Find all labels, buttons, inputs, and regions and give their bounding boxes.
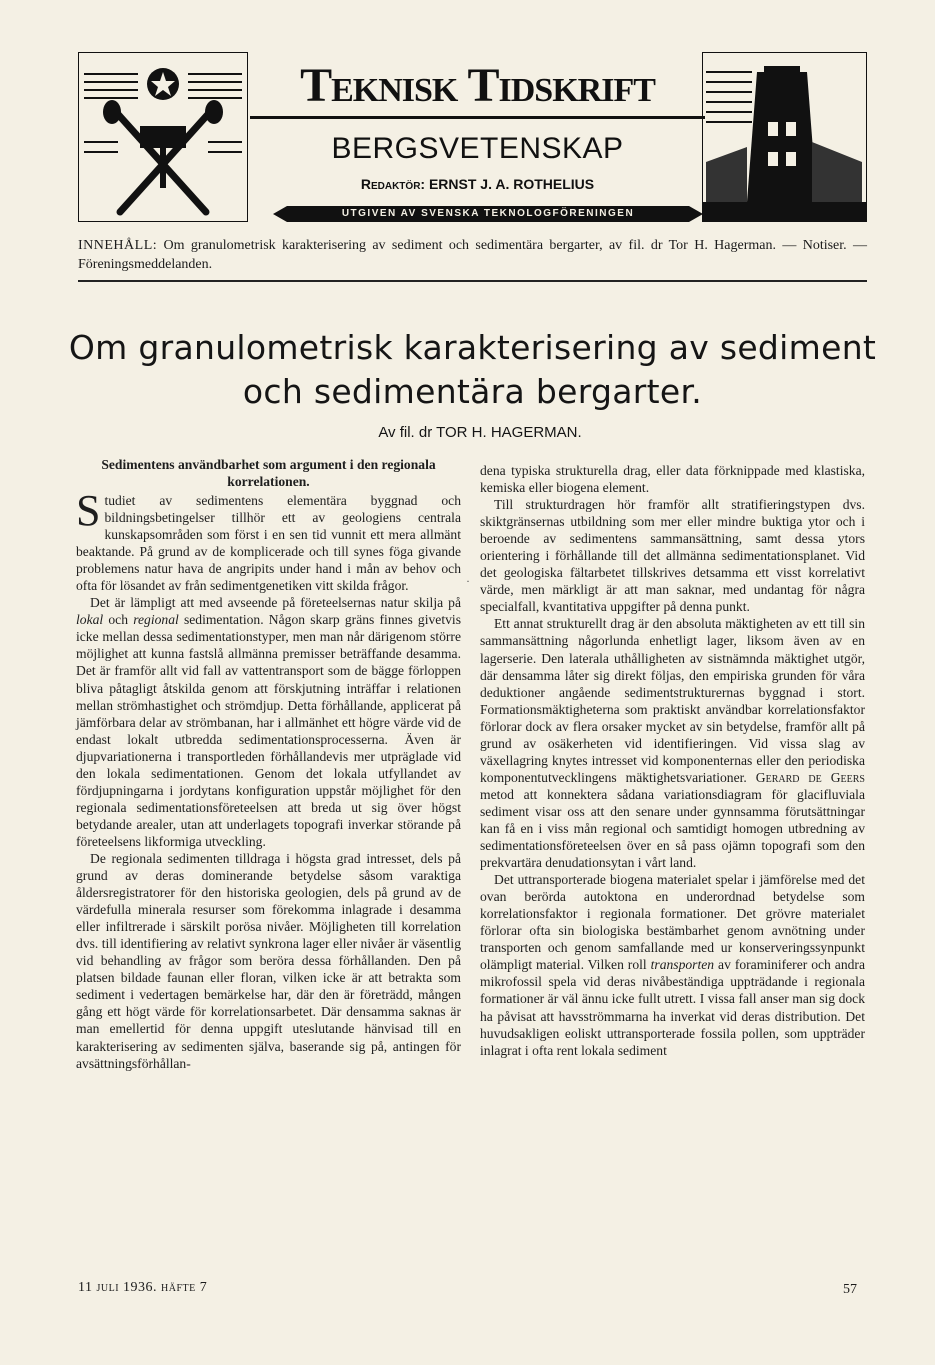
emphasis: transporten	[650, 957, 715, 973]
contents-text: Om granulometrisk karakterisering av sediment och sedimentära bergarter, av fil. dr Tor H. Hagerman. — Notiser. — Föreningsmeddelanden.	[78, 238, 868, 272]
paragraph-text: av foraminiferer och andra mikrofossil spela vid deras nivåbeständiga uppträdande i regionala formationer är väl ännu icke fullt utrett. I vissa fall anser man sig dock ha påvisat att havsströmmarna ha inverkat vid deras distribution. Det huvudsakligen eoliskt uttransporterade fossila pollen, som uppträder inlagrat i ofta rent lokala sediment	[480, 957, 865, 1058]
journal-editor: Redaktör: ERNST J. A. ROTHELIUS	[360, 176, 595, 192]
paragraph	[76, 594, 461, 850]
article-author: Av fil. dr TOR H. HAGERMAN.	[378, 424, 582, 441]
mine-headframe-icon	[702, 52, 867, 222]
emphasis: regional	[133, 612, 179, 628]
publisher-banner	[273, 206, 703, 222]
paragraph	[480, 615, 865, 871]
paragraph	[76, 850, 461, 1072]
divider	[78, 280, 867, 282]
page-number: 57	[843, 1282, 857, 1297]
margin-mark: ·	[466, 574, 470, 588]
issue-date	[78, 1280, 207, 1296]
paragraph-text: metod att konnektera sådana variationsdiagram för glacifluviala sediment visar oss att den senare under gynnsamma förutsättningar kan få en i viss mån regional och samtidigt homogen utbredning av sedimentationsföreteelsen över en så pass ojämn topografi som den prekvartära denudationsytan i vårt land.	[480, 786, 865, 871]
author-name: Gerard de Geers	[755, 769, 865, 785]
paragraph-text: Det uttransporterade biogena materialet spelar i jämförelse med det ovan berörda autoktona en underordnad betydelse som korrelationsfaktor i regionala formationer. Det grövre materialet förlorar ofta sin biologiska bestämbarhet genom avnötning under transporten och genom samfallande med ur konserveringssynpunkt olämpligt material. Vilken roll	[480, 872, 865, 973]
paragraph-text: och	[103, 612, 134, 628]
date-day: 11	[78, 1280, 93, 1295]
emphasis: lokal	[76, 612, 104, 628]
paragraph-text: De regionala sedimenten tilldraga i högsta grad intresset, dels på grund av deras dominerande betydelse såsom varaktiga åldersregistratorer för den historiska geologien, dels på grund av de värdefulla minerala resurser som förekomma inlagrade i desamma eller infiltrerade i särskilt porösa nivåer. Möjligheten till korrelation dvs. till identifiering av relativt synkrona lager eller nivåer är väsentlig vid behandling av frågor som beröra dessa förhållanden. Den på platsen bildade faunan eller floran, vilken icke är att betrakta som sediment i vedertagen bemärkelse har, där den är företrädd, mången gång ett högt värde för korrelationsarbetet. Där densamma saknas är man emellertid för denna uppgift uteslutande hänvisad till en karakterisering av sedimenten själva, baserande sig på, antingen för avsättningsförhållan-	[76, 850, 461, 1071]
paragraph-text: Det är lämpligt att med avseende på företeelsernas natur skilja på	[90, 595, 461, 611]
paragraph	[76, 486, 461, 594]
drop-cap: S	[76, 486, 101, 535]
journal-section: BERGSVETENSKAP	[331, 132, 624, 165]
paragraph-text: tudiet av sedimentens elementära byggnad och bildningsbetingelser tillhör ett av geologiens centrala kunskapsområden som först i en sen tid vunnit ett mera allmänt beaktande. På grund av de komplicerade och till synes föga givande problemens natur hava de angripits under hand i mån av behov och ofta för lösandet av från sedimentgenetiken vitt skilda frågor.	[76, 493, 461, 594]
paragraph-text: sedimentation. Någon skarp gräns finnes givetvis icke mellan dessa sedimentationstyper, men man når därigenom större möjlighet att kunna fastslå allmänna premisser beträffande desamma. Det är framför allt vid fall av vattentransport som de bägge förloppen bliva påtagligt åtskilda genom att förskjutning inträffar i relationen mellan strömhastighet och strömdjup. Detta förhållande, applicerat på jämförbara delar av strömbanan, har i allmänhet ett högre värde vid de endast lokalt utbredda sedimentationsprocesserna. Även är djupvariationerna i transportleden förhållandevis mer utpräglade vid den lokala sedimentationen. Genom det lokala utfyllandet av fördjupningarna i jordytans konfiguration uppstår möjlighet för den regionala sedimentationsföreteelsen att breda ut sig över högst betydande arealer, utan att underlagets topografi inverkar störande på företeelsens likformiga utveckling.	[76, 612, 461, 849]
left-column	[76, 456, 461, 1072]
table-of-contents	[78, 236, 867, 274]
paragraph	[480, 871, 865, 1059]
paragraph-text: dena typiska strukturella drag, eller data förknippade med klastiska, kemiska eller biogena element.	[480, 463, 865, 496]
banner-text: UTGIVEN AV SVENSKA TEKNOLOGFÖRENINGEN	[341, 208, 635, 219]
masthead-center	[250, 52, 705, 222]
paragraph	[480, 462, 865, 496]
paragraph	[480, 496, 865, 615]
date-issue: 1936. häfte 7	[123, 1280, 208, 1295]
paragraph-text: Till strukturdragen hör framför allt stratifieringstypen dvs. skiktgränsernas utbildning som mer eller mindre buktiga ytor och i beroende av sedimentens sammansättning, samt dessa ytors orientering i förhållande till det allmänna sedimentationsplanet. Vid det geologiska fältarbetet tillskrives detsamma ett visst korrelativt värde, men märkligt är att man saknar, med undantag för några specialfall, kvantitativa uppgifter på denna punkt.	[480, 497, 865, 615]
article-title: Om granulometrisk karakterisering av sediment och sedimentära bergarter.	[68, 328, 877, 411]
paragraph-text: Ett annat strukturellt drag är den absoluta mäktigheten av ett till sin sammansättning någorlunda enhetligt lager, liksom även av en lagerserie. Den laterala uthålligheten av sistnämnda mäktighet utgör, där densamma låter sig direkt följas, den empiriska grunden för våra deduktioner angående sedimentstrukturernas byggnad i stort. Formationsmäktigheterna som praktiskt användbar korrelationsfaktor förlorar dock av flera orsaker mycket av sin betydelse, framför allt på grund av osäkerheten vid identifieringen. Vid vissa slag av växellagring knytes intresset vid komponenternas eller den periodiska komponentutvecklingens mäktighetsvariationer.	[480, 616, 865, 785]
masthead	[78, 52, 867, 222]
date-month: juli	[96, 1280, 120, 1295]
mining-emblem-icon	[78, 52, 248, 222]
masthead-rule	[250, 116, 705, 119]
journal-title: Teknisk Tidskrift	[300, 59, 655, 112]
section-heading: Sedimentens användbarhet som argument i den regionala korrelationen.	[101, 457, 436, 489]
contents-label: INNEHÅLL:	[78, 238, 158, 253]
right-column	[480, 462, 865, 1059]
